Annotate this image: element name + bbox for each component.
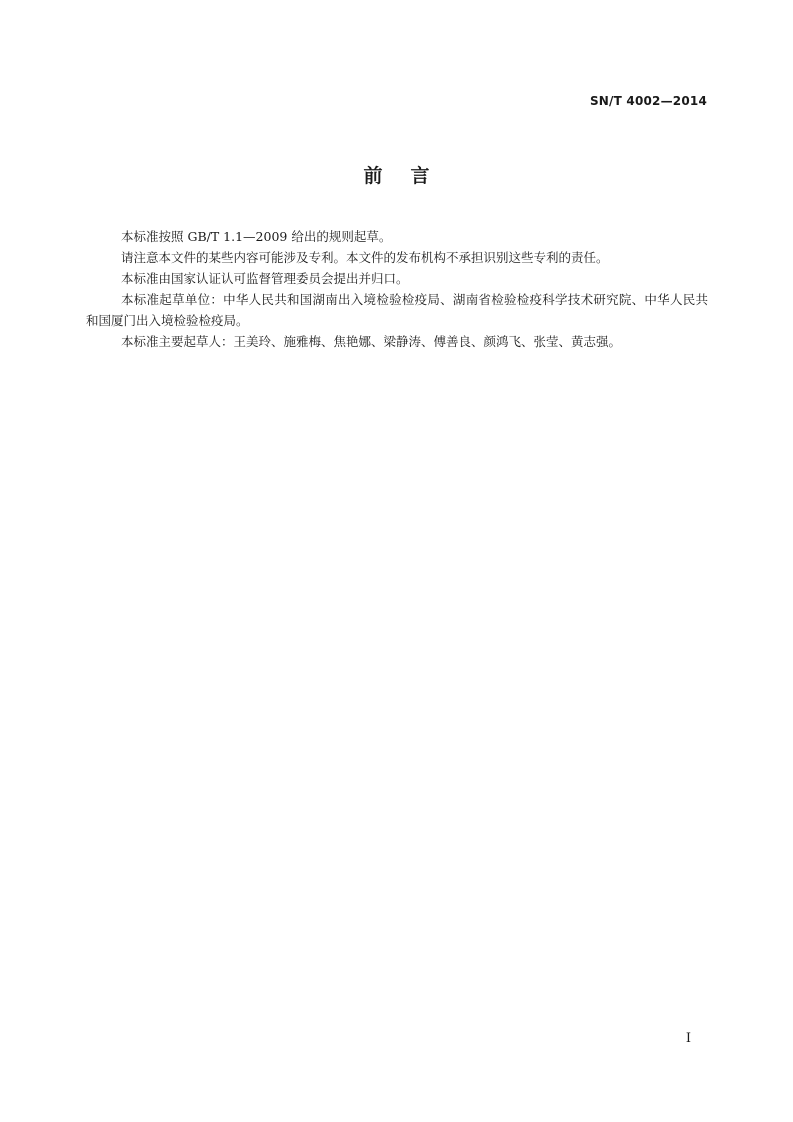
paragraph-proposer: 本标准由国家认证认可监督管理委员会提出并归口。 (121, 271, 409, 286)
paragraph-drafters: 本标准主要起草人：王美玲、施雅梅、焦艳娜、梁静涛、傅善良、颜鸿飞、张莹、黄志强。 (121, 334, 622, 349)
page-number: I (685, 1031, 691, 1046)
page-title: 前言 (363, 165, 458, 187)
standard-number: SN/T 4002—2014 (589, 94, 707, 108)
foreword-body (86, 226, 708, 352)
paragraph-drafting-units: 本标准起草单位：中华人民共和国湖南出入境检验检疫局、湖南省检验检疫科学技术研究院、中华人民共和国厦门出入境检验检疫局。 (86, 292, 708, 328)
paragraph-patent-notice: 请注意本文件的某些内容可能涉及专利。本文件的发布机构不承担识别这些专利的责任。 (121, 250, 609, 265)
paragraph-drafting-rules: 本标准按照 GB/T 1.1—2009 给出的规则起草。 (121, 229, 392, 244)
